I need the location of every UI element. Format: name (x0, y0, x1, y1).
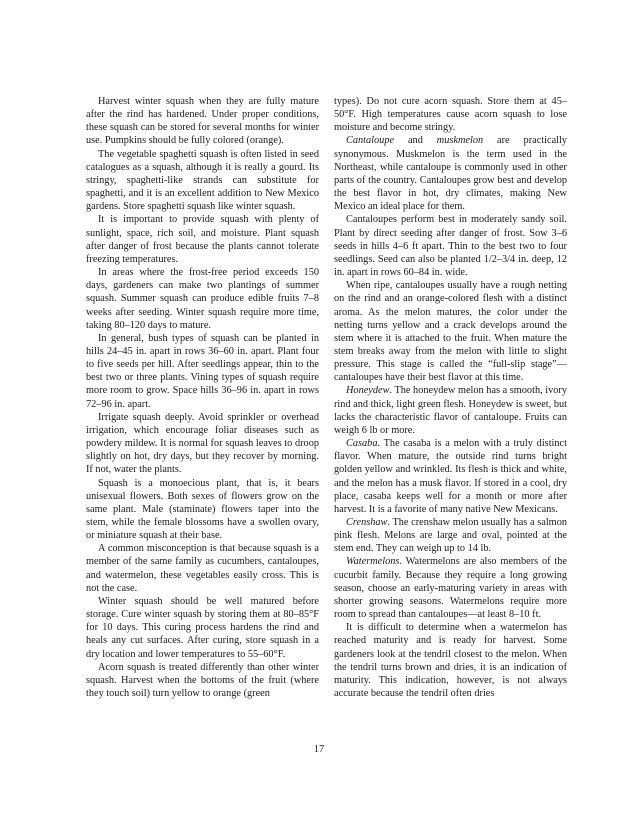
paragraph-acorn-continued: types). Do not cure acorn squash. Store them at 45–50°F. High temperatures cause acorn squash to lose moisture and become stringy. (334, 96, 567, 134)
term-cantaloupe: Cantaloupe (346, 135, 395, 147)
paragraph-crenshaw (334, 516, 567, 555)
paragraph-casaba (334, 437, 567, 516)
left-column (86, 95, 319, 700)
text-cantaloupe-body: are practically synonymous. Muskmelon is the term used in the Northeast, while cantaloupe is commonly used in other parts of the country. Cantaloupes grow best and develop the best flavor in hot, dry climates, making New Mexico an ideal place for them. (334, 135, 568, 213)
paragraph-acorn-squash: Acorn squash is treated differently than other winter squash. Harvest when the bottoms of the fruit (where they touch soil) turn yellow to orange (green (86, 661, 319, 700)
term-honeydew: Honeydew (346, 385, 390, 397)
text-and: and (394, 135, 437, 147)
paragraph-monoecious: Squash is a monoecious plant, that is, it bears unisexual flowers. Both sexes of flowers grow on the same plant. Male (staminate) flowers taper into the stem, while the female blossoms have a swollen ovary, or miniature squash at their base. (86, 477, 319, 542)
paragraph-winter-squash-storage: Winter squash should be well matured before storage. Cure winter squash by storing them at 80–85°F for 10 days. This curing process hardens the rind and heals any cut surfaces. After curing, store squash in a dry location and lower temperatures to 55–60°F. (86, 595, 319, 660)
paragraph-cantaloupe-planting: Cantaloupes perform best in moderately sandy soil. Plant by direct seeding after danger of frost. Sow 3–6 seeds in hills 4–6 ft apart. Thin to the best two to four seedlings. Seed can also be planted 1/2–3/4 in. deep, 12 in. apart in rows 60–84 in. wide. (334, 214, 567, 279)
paragraph-watermelons (334, 555, 567, 621)
paragraph-irrigate: Irrigate squash deeply. Avoid sprinkler or overhead irrigation, which encourage foliar diseases such as powdery mildew. It is normal for squash leaves to droop slightly on hot, dry days, but they recover by morning. If not, water the plants. (86, 411, 319, 476)
term-casaba: Casaba (346, 438, 378, 450)
text-watermelons-body: . Watermelons are also members of the cucurbit family. Because they require a long growing season, choose an early-maturing variety in areas with shorter growing seasons. Watermelons require more room to spread than cantaloupes—at least 8–10 ft. (334, 556, 567, 621)
paragraph-spaghetti-squash: The vegetable spaghetti squash is often listed in seed catalogues as a squash, although it is really a gourd. Its stringy, spaghetti-like strands can substitute for spaghetti, and it is an excellent addition to New Mexico gardens. Store spaghetti squash like winter squash. (86, 148, 319, 213)
paragraph-frost-free-period: In areas where the frost-free period exceeds 150 days, gardeners can make two plantings of summer squash. Summer squash can produce edible fruits 7–8 weeks after seeding. Winter squash require more time, taking 80–120 days to mature. (86, 267, 319, 331)
text-casaba-body: . The casaba is a melon with a truly distinct flavor. When mature, the outside rind turns bright golden yellow and wrinkled. Its flesh is thick and white, and the melon has a musk flavor. If stored in a cool, dry place, casaba keeps well for a month or more after harvest. It is a favorite of many native New Mexicans. (334, 438, 567, 515)
paragraph-misconception: A common misconception is that because squash is a member of the same family as cucumbers, cantaloupes, and watermelon, these vegetables easily cross. This is not the case. (86, 543, 319, 594)
paragraph-watermelon-maturity: It is difficult to determine when a watermelon has reached maturity and is ready for harvest. Some gardeners look at the tendril closest to the melon. When the tendril turns brown and dries, it is an indication of maturity. This indication, however, is not always accurate because the tendril often dries (334, 622, 567, 700)
text-honeydew-body: . The honeydew melon has a smooth, ivory rind and thick, light green flesh. Honeydew is sweet, but lacks the characteristic flavor of cantaloupe. Fruits can weigh 6 lb or more. (334, 385, 567, 436)
right-column (334, 95, 567, 700)
term-watermelons: Watermelons (346, 556, 400, 568)
term-muskmelon: muskmelon (436, 135, 484, 147)
paragraph-harvest-winter-squash: Harvest winter squash when they are fully mature after the rind has hardened. Under proper conditions, these squash can be stored for several months for winter use. Pumpkins should be fully colored (orange). (86, 96, 319, 147)
paragraph-bush-types: In general, bush types of squash can be planted in hills 24–45 in. apart in rows 36–60 in. apart. Plant four to five seeds per hill. After seedlings appear, thin to the best two or three plants. Vining types of squash require more room to grow. Space hills 36–96 in. apart in rows 72–96 in. apart. (86, 332, 319, 410)
paragraph-cantaloupe (334, 134, 567, 213)
paragraph-cantaloupe-ripe: When ripe, cantaloupes usually have a rough netting on the rind and an orange-colored flesh with a distinct aroma. As the melon matures, the color under the netting turns yellow and a crack develops around the stem where it is attached to the fruit. When mature the stem breaks away from the melon with little to slight pressure. This stage is called the “full-slip stage”—cantaloupes have their best flavor at this time. (334, 280, 567, 384)
text-crenshaw-body: . The crenshaw melon usually has a salmon pink flesh. Melons are large and oval, pointed at the stem end. They can weigh up to 14 lb. (334, 517, 567, 555)
page-number: 17 (313, 744, 325, 755)
term-crenshaw: Crenshaw (346, 517, 388, 528)
paragraph-sunlight-space: It is important to provide squash with plenty of sunlight, space, rich soil, and moisture. Plant squash after danger of frost because the plants cannot tolerate freezing temperatures. (86, 214, 319, 265)
paragraph-honeydew (334, 384, 567, 437)
